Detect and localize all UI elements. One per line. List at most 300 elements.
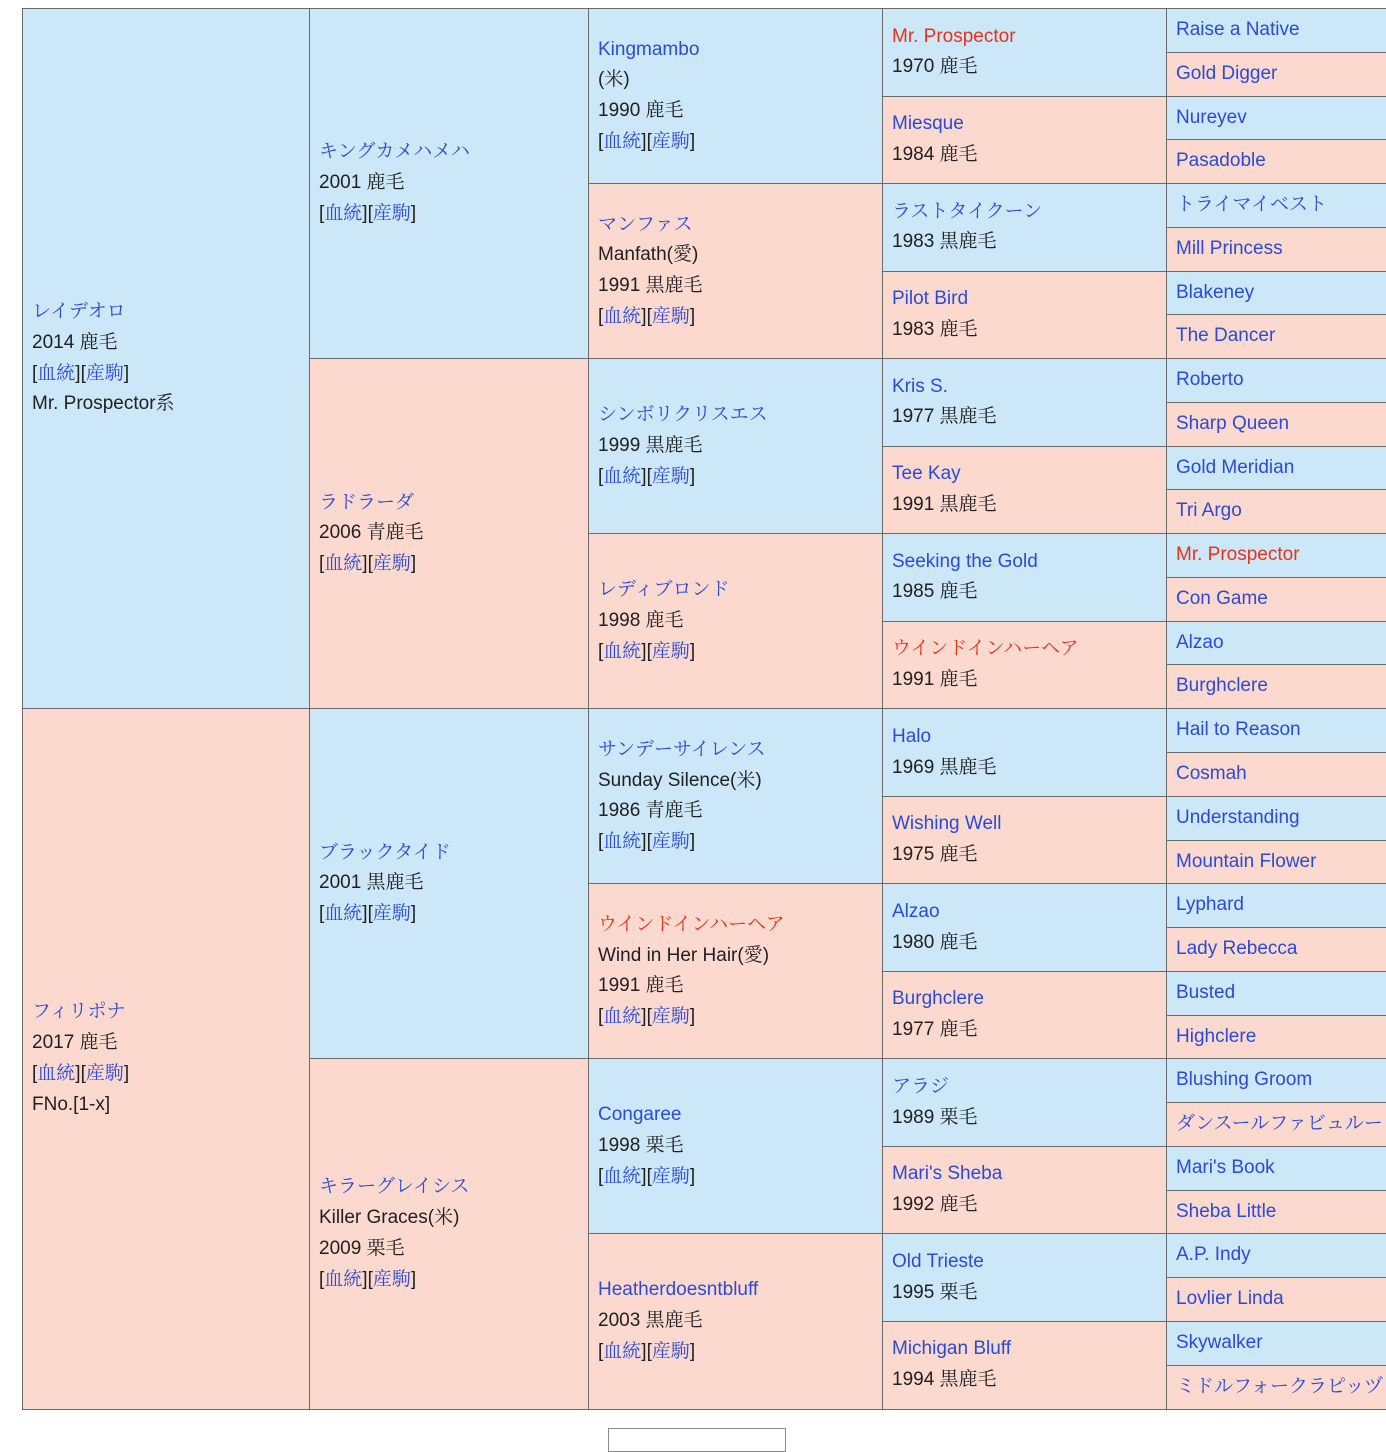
links-line xyxy=(319,199,579,230)
pedigree-cell-gen4 xyxy=(883,96,1167,184)
horse-name-link[interactable]: Michigan Bluff xyxy=(892,1338,1011,1359)
blood-foal-links xyxy=(598,831,695,852)
horse-name-link[interactable]: Busted xyxy=(1176,982,1235,1003)
pedigree-cell-gen4 xyxy=(883,359,1167,447)
pedigree-cell-gen5 xyxy=(1167,271,1386,315)
blood-link[interactable]: 血統 xyxy=(37,363,75,384)
horse-name-link[interactable]: Understanding xyxy=(1176,807,1300,828)
pedigree-cell-gen4 xyxy=(883,621,1167,709)
horse-name xyxy=(892,459,1157,490)
pedigree-cell-gen2 xyxy=(310,709,589,1059)
blood-foal-links xyxy=(319,203,416,224)
horse-name-link[interactable]: Hail to Reason xyxy=(1176,719,1301,740)
horse-name xyxy=(1176,803,1386,834)
pedigree-cell-gen5 xyxy=(1167,621,1386,665)
horse-name xyxy=(1176,628,1386,659)
pedigree-cell-gen4 xyxy=(883,1059,1167,1147)
horse-name-link[interactable]: Roberto xyxy=(1176,369,1244,390)
bracket-close: ] xyxy=(690,1166,695,1187)
bracket-close: ] xyxy=(124,363,129,384)
horse-name-link[interactable]: Pasadoble xyxy=(1176,150,1266,171)
horse-name-link[interactable]: キングカメハメハ xyxy=(319,141,470,162)
blood-link[interactable]: 血統 xyxy=(603,131,641,152)
bracket-close: ] xyxy=(362,903,367,924)
horse-name-link[interactable]: Blakeney xyxy=(1176,282,1254,303)
pedigree-cell-gen5 xyxy=(1167,315,1386,359)
horse-detail-line: 1980 鹿毛 xyxy=(892,928,1157,959)
horse-detail-line: 1991 黒鹿毛 xyxy=(892,490,1157,521)
blood-link[interactable]: 血統 xyxy=(37,1063,75,1084)
pedigree-cell-gen4 xyxy=(883,446,1167,534)
horse-name-link[interactable]: ブラックタイド xyxy=(319,842,451,863)
pedigree-cell-gen4 xyxy=(883,884,1167,972)
blood-foal-links xyxy=(319,553,416,574)
pedigree-cell-gen5 xyxy=(1167,709,1386,753)
horse-name xyxy=(1176,759,1386,790)
horse-name-link[interactable]: Halo xyxy=(892,726,931,747)
foal-link[interactable]: 産駒 xyxy=(373,553,411,574)
foal-link[interactable]: 産駒 xyxy=(652,1166,690,1187)
horse-name-link[interactable]: Kingmambo xyxy=(598,39,699,60)
pedigree-cell-gen4 xyxy=(883,796,1167,884)
horse-name xyxy=(892,722,1157,753)
pedigree-cell-gen3 xyxy=(589,1234,883,1409)
bracket-open: [ xyxy=(598,306,603,327)
horse-detail-line: Manfath(愛) xyxy=(598,240,873,271)
horse-name-link[interactable]: Burghclere xyxy=(892,988,984,1009)
pedigree-cell-gen5 xyxy=(1167,52,1386,96)
bracket-open: [ xyxy=(598,831,603,852)
pedigree-cell-gen5 xyxy=(1167,1015,1386,1059)
blood-foal-links xyxy=(598,1006,695,1027)
bracket-open: [ xyxy=(32,363,37,384)
horse-name xyxy=(1176,847,1386,878)
horse-name xyxy=(1176,1153,1386,1184)
horse-name-link[interactable]: Kris S. xyxy=(892,376,948,397)
horse-name xyxy=(1176,1240,1386,1271)
pedigree-cell-gen5 xyxy=(1167,1321,1386,1365)
bracket-close: ] xyxy=(690,306,695,327)
bracket-close: ] xyxy=(641,1341,646,1362)
pedigree-cell-gen4 xyxy=(883,9,1167,97)
horse-name xyxy=(1176,409,1386,440)
table-row xyxy=(23,709,1386,753)
pedigree-cell-gen3 xyxy=(589,9,883,184)
horse-name-link[interactable]: Skywalker xyxy=(1176,1332,1263,1353)
horse-name xyxy=(892,197,1157,228)
bracket-close: ] xyxy=(641,1006,646,1027)
horse-detail-line: 1986 青鹿毛 xyxy=(598,796,873,827)
bracket-open: [ xyxy=(319,553,324,574)
pedigree-cell-gen5 xyxy=(1167,1146,1386,1190)
bracket-close: ] xyxy=(641,1166,646,1187)
horse-detail-line: 1998 鹿毛 xyxy=(598,606,873,637)
horse-name-link[interactable]: Lyphard xyxy=(1176,894,1244,915)
links-line xyxy=(598,637,873,668)
horse-name-link[interactable]: Mari's Book xyxy=(1176,1157,1275,1178)
bracket-close: ] xyxy=(690,641,695,662)
pedigree-cell-gen5 xyxy=(1167,665,1386,709)
horse-extra-line: Mr. Prospector系 xyxy=(32,389,300,420)
blood-foal-links xyxy=(319,1269,416,1290)
horse-name xyxy=(1176,1109,1386,1140)
horse-detail-line: 1991 黒鹿毛 xyxy=(598,271,873,302)
horse-name-link[interactable]: サンデーサイレンス xyxy=(598,739,766,760)
bracket-open: [ xyxy=(647,831,652,852)
horse-name xyxy=(892,1247,1157,1278)
horse-detail-line: 1977 鹿毛 xyxy=(892,1015,1157,1046)
bracket-close: ] xyxy=(362,203,367,224)
horse-name-link[interactable]: アラジ xyxy=(892,1076,949,1097)
links-line xyxy=(319,549,579,580)
pedigree-cell-gen3 xyxy=(589,534,883,709)
pedigree-cell-gen1 xyxy=(23,9,310,709)
blood-foal-links xyxy=(598,466,695,487)
foal-link[interactable]: 産駒 xyxy=(652,1341,690,1362)
horse-name-link[interactable]: Highclere xyxy=(1176,1026,1256,1047)
bracket-close: ] xyxy=(690,1006,695,1027)
horse-name xyxy=(1176,1372,1386,1403)
bracket-close: ] xyxy=(124,1063,129,1084)
horse-name xyxy=(319,1172,579,1203)
blood-foal-links xyxy=(32,363,129,384)
bracket-open: [ xyxy=(598,1166,603,1187)
horse-detail-line: 1970 鹿毛 xyxy=(892,52,1157,83)
horse-name-link[interactable]: A.P. Indy xyxy=(1176,1244,1251,1265)
horse-detail-line: 1992 鹿毛 xyxy=(892,1190,1157,1221)
horse-name-link[interactable]: ウインドインハーヘア xyxy=(892,638,1079,659)
pedigree-table xyxy=(22,8,1386,1410)
pedigree-cell-gen2 xyxy=(310,1059,589,1409)
horse-detail-line: 2006 青鹿毛 xyxy=(319,518,579,549)
foal-link[interactable]: 産駒 xyxy=(652,641,690,662)
blood-foal-links xyxy=(598,131,695,152)
horse-name xyxy=(1176,453,1386,484)
bracket-open: [ xyxy=(81,1063,86,1084)
links-line xyxy=(32,1059,300,1090)
pedigree-cell-gen5 xyxy=(1167,1278,1386,1322)
horse-name xyxy=(598,400,873,431)
horse-name-link[interactable]: ラドラーダ xyxy=(319,492,414,513)
horse-name xyxy=(1176,190,1386,221)
blood-link[interactable]: 血統 xyxy=(603,466,641,487)
horse-name-link[interactable]: Miesque xyxy=(892,113,964,134)
pedigree-cell-gen5 xyxy=(1167,796,1386,840)
bracket-open: [ xyxy=(319,203,324,224)
horse-detail-line: 2009 栗毛 xyxy=(319,1234,579,1265)
bracket-close: ] xyxy=(411,203,416,224)
blood-link[interactable]: 血統 xyxy=(324,903,362,924)
bracket-close: ] xyxy=(411,553,416,574)
horse-name-link[interactable]: Tri Argo xyxy=(1176,500,1242,521)
horse-name xyxy=(1176,365,1386,396)
horse-name-link[interactable]: Con Game xyxy=(1176,588,1268,609)
horse-name xyxy=(1176,278,1386,309)
horse-name-link[interactable]: レイデオロ xyxy=(32,301,126,322)
foal-link[interactable]: 産駒 xyxy=(373,903,411,924)
pedigree-cell-gen5 xyxy=(1167,840,1386,884)
blood-link[interactable]: 血統 xyxy=(324,203,362,224)
bracket-open: [ xyxy=(81,363,86,384)
horse-name xyxy=(892,634,1157,665)
bracket-close: ] xyxy=(362,1269,367,1290)
horse-name xyxy=(319,838,579,869)
blood-foal-links xyxy=(598,306,695,327)
horse-detail-line: 2017 鹿毛 xyxy=(32,1028,300,1059)
bracket-close: ] xyxy=(411,1269,416,1290)
horse-detail-line: 1989 栗毛 xyxy=(892,1103,1157,1134)
pedigree-cell-gen5 xyxy=(1167,971,1386,1015)
pedigree-cell-gen5 xyxy=(1167,884,1386,928)
bracket-open: [ xyxy=(598,1006,603,1027)
pedigree-cell-gen4 xyxy=(883,1321,1167,1409)
pedigree-cell-gen5 xyxy=(1167,534,1386,578)
horse-name xyxy=(598,1275,873,1306)
links-line xyxy=(598,1337,873,1368)
bracket-close: ] xyxy=(690,831,695,852)
blood-foal-links xyxy=(32,1063,129,1084)
horse-name-link[interactable]: Mr. Prospector xyxy=(892,26,1016,47)
horse-name-link[interactable]: シンボリクリスエス xyxy=(598,404,768,425)
pedigree-cell-gen5 xyxy=(1167,446,1386,490)
horse-name-link[interactable]: フィリポナ xyxy=(32,1001,125,1022)
foal-link[interactable]: 産駒 xyxy=(652,306,690,327)
foal-link[interactable]: 産駒 xyxy=(652,131,690,152)
horse-name xyxy=(1176,103,1386,134)
pedigree-cell-gen4 xyxy=(883,971,1167,1059)
horse-name-link[interactable]: Gold Digger xyxy=(1176,63,1277,84)
pedigree-cell-gen5 xyxy=(1167,227,1386,271)
bracket-open: [ xyxy=(647,466,652,487)
horse-name-link[interactable]: Old Trieste xyxy=(892,1251,984,1272)
horse-name xyxy=(1176,890,1386,921)
blood-foal-links xyxy=(598,1341,695,1362)
horse-name xyxy=(1176,234,1386,265)
foal-link[interactable]: 産駒 xyxy=(86,1063,124,1084)
horse-name xyxy=(892,547,1157,578)
horse-name xyxy=(892,897,1157,928)
pedigree-cell-gen3 xyxy=(589,359,883,534)
horse-name-link[interactable]: ウインドインハーヘア xyxy=(598,914,785,935)
horse-detail-line: (米) xyxy=(598,65,873,96)
foal-link[interactable]: 産駒 xyxy=(373,1269,411,1290)
bracket-close: ] xyxy=(641,831,646,852)
horse-name xyxy=(1176,1022,1386,1053)
horse-extra-line: FNo.[1-x] xyxy=(32,1090,300,1121)
horse-name xyxy=(1176,671,1386,702)
horse-name-link[interactable]: ダンスールファビュルー xyxy=(1176,1113,1383,1134)
pedigree-cell-gen4 xyxy=(883,1234,1167,1322)
horse-name xyxy=(319,488,579,519)
horse-name-link[interactable]: Mountain Flower xyxy=(1176,851,1316,872)
bracket-open: [ xyxy=(598,131,603,152)
horse-name xyxy=(1176,540,1386,571)
table-row xyxy=(23,9,1386,53)
bracket-open: [ xyxy=(319,1269,324,1290)
pedigree-cell-gen5 xyxy=(1167,359,1386,403)
pedigree-cell-gen4 xyxy=(883,271,1167,359)
pedigree-cell-gen5 xyxy=(1167,1365,1386,1409)
pedigree-cell-gen4 xyxy=(883,184,1167,272)
horse-name xyxy=(1176,496,1386,527)
bracket-close: ] xyxy=(641,131,646,152)
horse-name-link[interactable]: Cosmah xyxy=(1176,763,1247,784)
bracket-open: [ xyxy=(647,1166,652,1187)
horse-detail-line: 2001 鹿毛 xyxy=(319,168,579,199)
pedigree-cell-gen3 xyxy=(589,1059,883,1234)
pedigree-cell-gen2 xyxy=(310,9,589,359)
horse-detail-line: 1991 鹿毛 xyxy=(892,665,1157,696)
foal-link[interactable]: 産駒 xyxy=(652,831,690,852)
horse-detail-line: 2014 鹿毛 xyxy=(32,328,300,359)
bracket-close: ] xyxy=(75,363,80,384)
blood-foal-links xyxy=(598,641,695,662)
blood-link[interactable]: 血統 xyxy=(324,1269,362,1290)
horse-name xyxy=(1176,15,1386,46)
blood-link[interactable]: 血統 xyxy=(603,306,641,327)
bracket-close: ] xyxy=(362,553,367,574)
horse-name-link[interactable]: Mill Princess xyxy=(1176,238,1283,259)
links-line xyxy=(598,462,873,493)
horse-detail-line: Killer Graces(米) xyxy=(319,1203,579,1234)
horse-name xyxy=(892,1072,1157,1103)
horse-name-link[interactable]: Burghclere xyxy=(1176,675,1268,696)
pedigree-cell-gen5 xyxy=(1167,402,1386,446)
horse-name-link[interactable]: The Dancer xyxy=(1176,325,1275,346)
foal-link[interactable]: 産駒 xyxy=(86,363,124,384)
horse-detail-line: 1994 黒鹿毛 xyxy=(892,1365,1157,1396)
horse-name xyxy=(598,1100,873,1131)
bracket-close: ] xyxy=(690,466,695,487)
bracket-close: ] xyxy=(641,641,646,662)
pedigree-cell-gen5 xyxy=(1167,1234,1386,1278)
pedigree-cell-gen5 xyxy=(1167,928,1386,972)
horse-name-link[interactable]: Blushing Groom xyxy=(1176,1069,1312,1090)
bracket-open: [ xyxy=(647,131,652,152)
horse-name xyxy=(1176,1284,1386,1315)
horse-name xyxy=(892,1159,1157,1190)
blood-link[interactable]: 血統 xyxy=(603,1166,641,1187)
horse-name-link[interactable]: Gold Meridian xyxy=(1176,457,1294,478)
bracket-close: ] xyxy=(690,1341,695,1362)
foal-link[interactable]: 産駒 xyxy=(652,1006,690,1027)
horse-name xyxy=(319,137,579,168)
horse-name xyxy=(598,910,873,941)
horse-name-link[interactable]: Raise a Native xyxy=(1176,19,1300,40)
bracket-close: ] xyxy=(641,466,646,487)
pedigree-cell-gen4 xyxy=(883,534,1167,622)
horse-name-link[interactable]: Alzao xyxy=(1176,632,1224,653)
horse-name-link[interactable]: Pilot Bird xyxy=(892,288,968,309)
bracket-open: [ xyxy=(598,1341,603,1362)
blood-link[interactable]: 血統 xyxy=(603,1006,641,1027)
pedigree-cell-gen4 xyxy=(883,709,1167,797)
horse-detail-line: 1977 黒鹿毛 xyxy=(892,402,1157,433)
pedigree-cell-gen3 xyxy=(589,884,883,1059)
bottom-placeholder-box xyxy=(608,1428,786,1452)
blood-link[interactable]: 血統 xyxy=(603,831,641,852)
bracket-open: [ xyxy=(647,641,652,662)
horse-detail-line: 1998 栗毛 xyxy=(598,1131,873,1162)
horse-name xyxy=(1176,1197,1386,1228)
bracket-open: [ xyxy=(647,1341,652,1362)
horse-detail-line: 1983 鹿毛 xyxy=(892,315,1157,346)
horse-name-link[interactable]: Lady Rebecca xyxy=(1176,938,1297,959)
horse-name xyxy=(1176,978,1386,1009)
links-line xyxy=(598,1002,873,1033)
horse-name xyxy=(892,22,1157,53)
links-line xyxy=(598,302,873,333)
blood-link[interactable]: 血統 xyxy=(603,1341,641,1362)
bracket-close: ] xyxy=(411,903,416,924)
horse-detail-line: Wind in Her Hair(愛) xyxy=(598,941,873,972)
horse-name xyxy=(1176,59,1386,90)
pedigree-cell-gen3 xyxy=(589,709,883,884)
horse-name-link[interactable]: Heatherdoesntbluff xyxy=(598,1279,758,1300)
bracket-open: [ xyxy=(32,1063,37,1084)
pedigree-cell-gen5 xyxy=(1167,9,1386,53)
horse-name-link[interactable]: Sharp Queen xyxy=(1176,413,1289,434)
bracket-close: ] xyxy=(75,1063,80,1084)
horse-name-link[interactable]: ラストタイクーン xyxy=(892,201,1042,222)
horse-detail-line: 1985 鹿毛 xyxy=(892,577,1157,608)
bracket-open: [ xyxy=(647,1006,652,1027)
horse-name xyxy=(1176,1328,1386,1359)
horse-name xyxy=(1176,715,1386,746)
bracket-open: [ xyxy=(598,466,603,487)
horse-name-link[interactable]: マンファス xyxy=(598,214,693,235)
foal-link[interactable]: 産駒 xyxy=(652,466,690,487)
links-line xyxy=(319,899,579,930)
horse-name-link[interactable]: Mari's Sheba xyxy=(892,1163,1002,1184)
horse-name-link[interactable]: Mr. Prospector xyxy=(1176,544,1300,565)
blood-foal-links xyxy=(598,1166,695,1187)
horse-name xyxy=(892,284,1157,315)
horse-name-link[interactable]: Alzao xyxy=(892,901,940,922)
horse-name xyxy=(1176,1065,1386,1096)
horse-detail-line: 1984 鹿毛 xyxy=(892,140,1157,171)
horse-name-link[interactable]: Tee Kay xyxy=(892,463,961,484)
horse-name xyxy=(892,372,1157,403)
horse-name-link[interactable]: トライマイベスト xyxy=(1176,194,1327,215)
bracket-close: ] xyxy=(690,131,695,152)
bracket-close: ] xyxy=(641,306,646,327)
pedigree-cell-gen5 xyxy=(1167,96,1386,140)
horse-name-link[interactable]: レディブロンド xyxy=(598,579,729,600)
blood-link[interactable]: 血統 xyxy=(603,641,641,662)
horse-name-link[interactable]: キラーグレイシス xyxy=(319,1176,469,1197)
horse-name-link[interactable]: Wishing Well xyxy=(892,813,1001,834)
horse-name-link[interactable]: ミドルフォークラピッヅ xyxy=(1176,1376,1383,1397)
pedigree-cell-gen4 xyxy=(883,1146,1167,1234)
horse-name-link[interactable]: Congaree xyxy=(598,1104,681,1125)
horse-name xyxy=(1176,584,1386,615)
pedigree-cell-gen5 xyxy=(1167,490,1386,534)
horse-detail-line: Sunday Silence(米) xyxy=(598,766,873,797)
blood-link[interactable]: 血統 xyxy=(324,553,362,574)
horse-name-link[interactable]: Nureyev xyxy=(1176,107,1247,128)
horse-detail-line: 1991 鹿毛 xyxy=(598,971,873,1002)
pedigree-cell-gen5 xyxy=(1167,1059,1386,1103)
horse-name-link[interactable]: Seeking the Gold xyxy=(892,551,1038,572)
horse-name xyxy=(32,297,300,328)
horse-name-link[interactable]: Lovlier Linda xyxy=(1176,1288,1284,1309)
links-line xyxy=(598,827,873,858)
horse-name xyxy=(1176,321,1386,352)
horse-name-link[interactable]: Sheba Little xyxy=(1176,1201,1276,1222)
foal-link[interactable]: 産駒 xyxy=(373,203,411,224)
links-line xyxy=(319,1265,579,1296)
